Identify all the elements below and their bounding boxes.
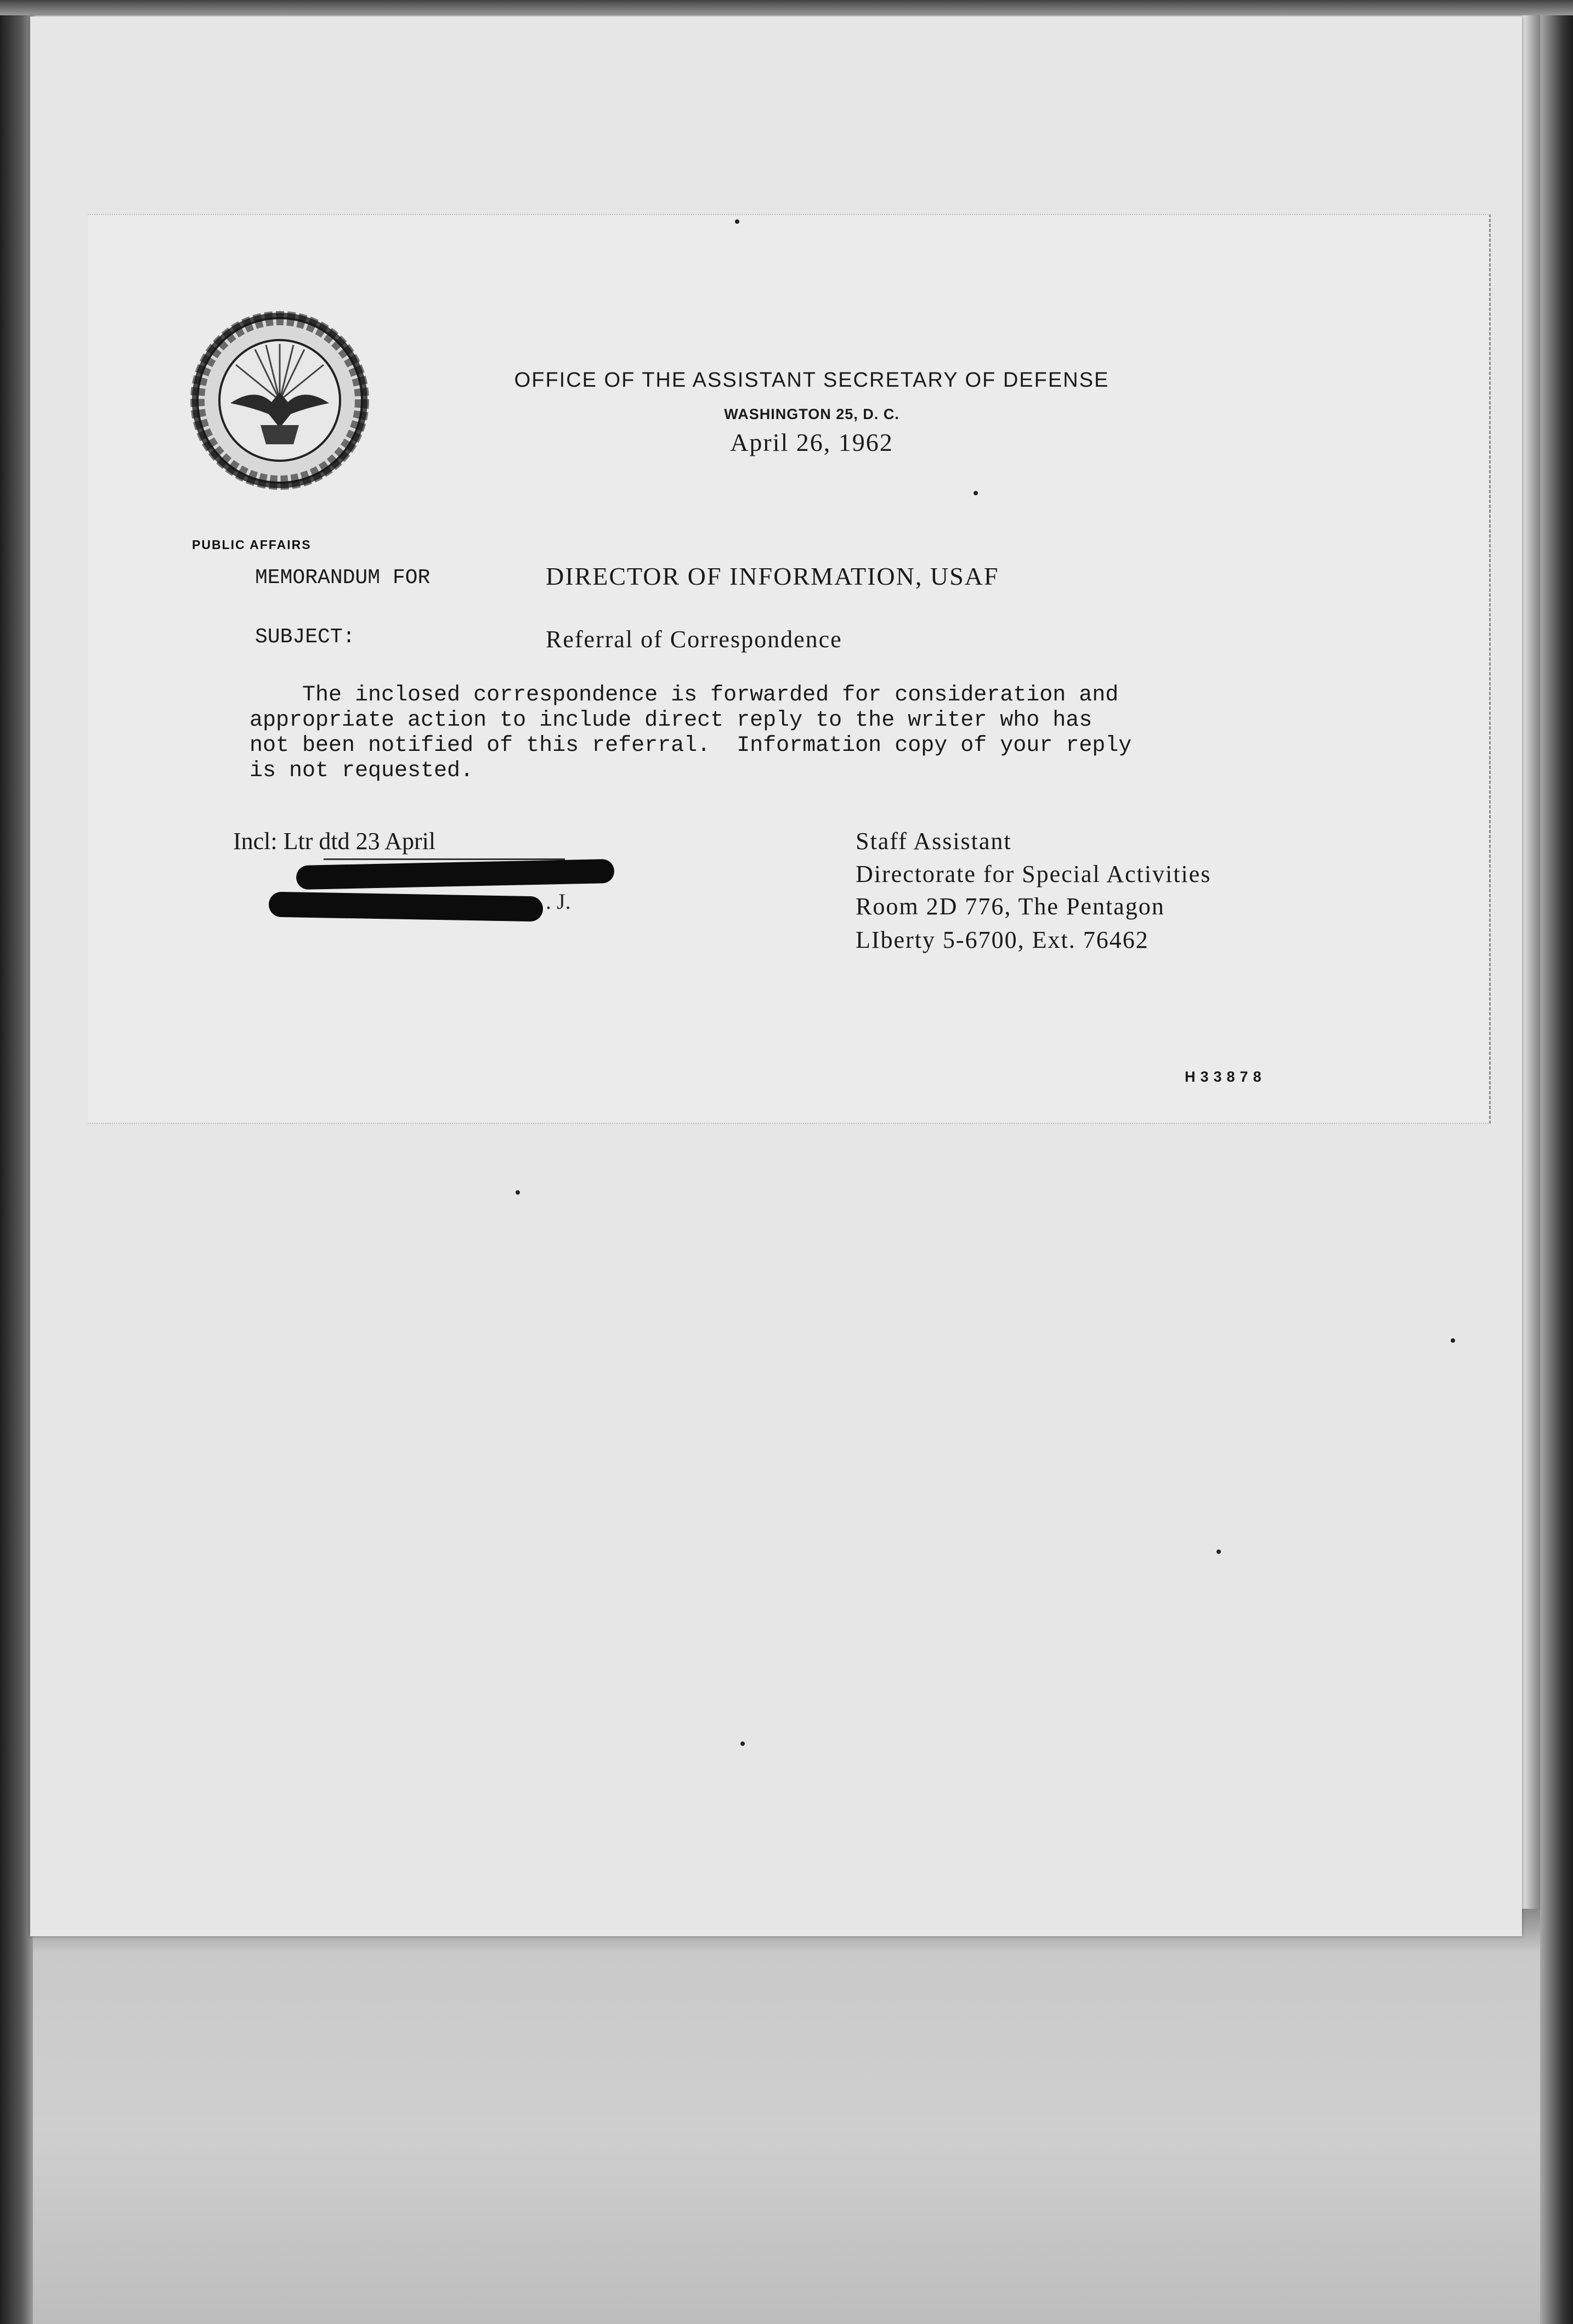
dust-speck bbox=[740, 1741, 745, 1746]
signature-phone: LIberty 5-6700, Ext. 76462 bbox=[856, 926, 1149, 953]
control-number: H33878 bbox=[1185, 1068, 1266, 1085]
signature-room: Room 2D 776, The Pentagon bbox=[856, 893, 1165, 920]
dust-speck bbox=[974, 491, 978, 495]
office-stamp-label: PUBLIC AFFAIRS bbox=[192, 538, 312, 552]
scan-top-edge bbox=[0, 0, 1573, 15]
memorandum-label: MEMORANDUM FOR bbox=[255, 566, 431, 590]
office-city: WASHINGTON 25, D. C. bbox=[724, 406, 899, 422]
department-of-defense-seal-icon bbox=[189, 310, 370, 491]
scan-bottom-strip bbox=[0, 1909, 1573, 2324]
signature-directorate: Directorate for Special Activities bbox=[856, 861, 1212, 887]
memorandum-recipient: DIRECTOR OF INFORMATION, USAF bbox=[546, 562, 999, 590]
memo-date: April 26, 1962 bbox=[730, 428, 893, 456]
office-heading: OFFICE OF THE ASSISTANT SECRETARY OF DEFENSE bbox=[514, 369, 1110, 392]
enclosure-tail: . J. bbox=[546, 889, 571, 914]
signature-title: Staff Assistant bbox=[856, 828, 1012, 855]
dust-speck bbox=[516, 1190, 520, 1195]
dust-speck bbox=[1451, 1338, 1455, 1343]
scan-right-edge bbox=[1540, 0, 1573, 2324]
scan-left-edge bbox=[0, 0, 33, 2324]
memo-body: The inclosed correspondence is forwarded for consideration and appropriate action to include direct reply to the writer who has not been notified of this referral. Information copy of your reply is not requested. bbox=[250, 683, 1132, 783]
subject-value: Referral of Correspondence bbox=[546, 626, 842, 653]
subject-label: SUBJECT: bbox=[255, 625, 355, 649]
dust-speck bbox=[735, 219, 739, 224]
enclosure-underline bbox=[324, 858, 565, 860]
redaction-bar bbox=[269, 892, 544, 922]
enclosure-line: Incl: Ltr dtd 23 April bbox=[233, 828, 436, 855]
dust-speck bbox=[1216, 1550, 1221, 1554]
